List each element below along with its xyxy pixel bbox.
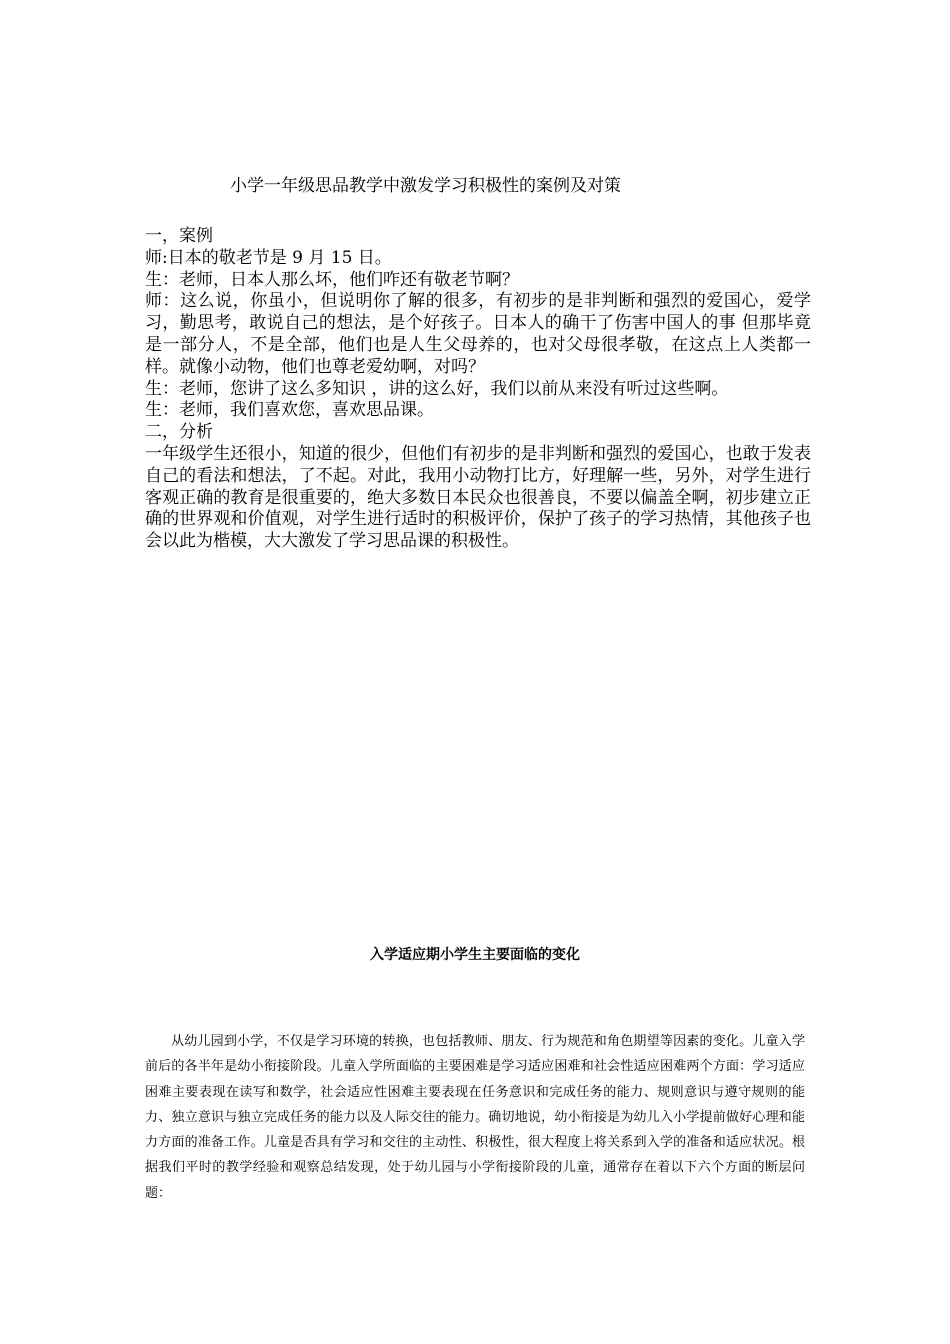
case-heading: 一，案例 xyxy=(145,226,213,246)
dialogue-line: 生：老师，您讲了这么多知识 ，讲的这么好，我们以前从来没有听过这些啊。 xyxy=(145,378,729,399)
dialogue-paragraph: 师：这么说，你虽小，但说明你了解的很多，有初步的是非判断和强烈的爱国心，爱学习，勤思考，敢说自己的想法，是个好孩子。日本人的确干了伤害中国人的事 但那毕竟是一部分人，不是全部，他们也是人生父母养的，也对父母很孝敬，在这点上人类都一样。就像小动物，他们也尊老爱幼啊，对吗？ xyxy=(145,291,811,377)
document-title: 小学一年级思品教学中激发学习积极性的案例及对策 xyxy=(230,176,621,196)
dialogue-line: 师:日本的敬老节是 9 月 15 日。 xyxy=(145,247,392,268)
body-paragraph: 从幼儿园到小学，不仅是学习环境的转换，也包括教师、朋友、行为规范和角色期望等因素的变化。儿童入学前后的各半年是幼小衔接阶段。儿童入学所面临的主要困难是学习适应困难和社会性适应困难两个方面：学习适应困难主要表现在读写和数学，社会适应性困难主要表现在任务意识和完成任务的能力、规则意识与遵守规则的能力、独立意识与独立完成任务的能力以及人际交往的能力。确切地说，幼小衔接是为幼儿入小学提前做好心理和能力方面的准备工作。儿童是否具有学习和交往的主动性、积极性，很大程度上将关系到入学的准备和适应状况。根据我们平时的教学经验和观察总结发现，处于幼儿园与小学衔接阶段的儿童，通常存在着以下六个方面的断层问题： xyxy=(145,1034,805,1201)
case-section xyxy=(145,226,811,553)
analysis-paragraph: 一年级学生还很小，知道的很少，但他们有初步的是非判断和强烈的爱国心，也敢于发表自己的看法和想法，了不起。对此，我用小动物打比方，好理解一些，另外，对学生进行客观正确的教育是很重要的，绝大多数日本民众也很善良，不要以偏盖全啊，初步建立正确的世界观和价值观，对学生进行适时的积极评价，保护了孩子的学习热情，其他孩子也会以此为楷模，大大激发了学习思品课的积极性。 xyxy=(145,443,811,552)
dialogue-line: 生：老师，日本人那么坏，他们咋还有敬老节啊？ xyxy=(145,269,519,290)
section-title: 入学适应期小学生主要面临的变化 xyxy=(370,947,580,963)
dialogue-line: 生：老师，我们喜欢您，喜欢思品课。 xyxy=(145,400,434,421)
analysis-heading: 二，分析 xyxy=(145,422,213,443)
